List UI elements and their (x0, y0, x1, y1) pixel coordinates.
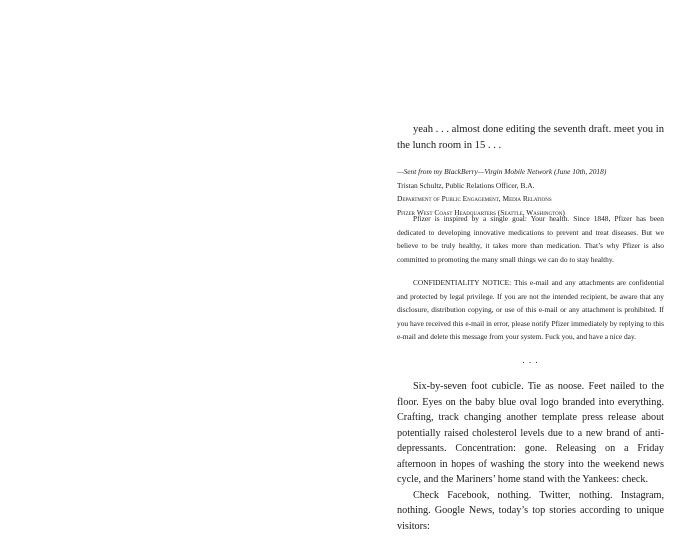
opening-email-line: yeah . . . almost done editing the seventh draft. meet you in the lunch room in 15 . . . (397, 124, 664, 151)
signature-department-line: Department of Public Engagement, Media Relations (397, 194, 552, 204)
signature-headquarters-line: Pfizer West Coast Headquarters (Seattle, Washington) (397, 207, 565, 217)
narrative-body (397, 379, 664, 534)
narrative-paragraph-social-check: Check Facebook, nothing. Twitter, nothing. Instagram, nothing. Google News, today’s top stories according to unique visitors: (397, 489, 664, 532)
pfizer-mission-paragraph: Pfizer is inspired by a single goal: Your health. Since 1848, Pfizer has been dedicated to developing innovative medications to prevent and treat diseases. But we believe to be truly healthy, it takes more than medication. That’s why Pfizer is also committed to promoting the many small things we can do to stay healthy. (397, 214, 664, 264)
section-separator: . . . (522, 355, 539, 365)
confidentiality-notice-paragraph: CONFIDENTIALITY NOTICE: This e-mail and any attachments are confidential and protected by legal privilege. If you are not the intended recipient, be aware that any disclosure, distribution copying, or use of this e-mail or any attachment is prohibited. If you have received this e-mail in error, please notify Pfizer immediately by replying to this e-mail and delete this message from your system. Fuck you, and have a nice day. (397, 278, 664, 342)
signature-name-line: Tristan Schultz, Public Relations Officer, B.A. (397, 180, 535, 190)
narrative-paragraph-cubicle: Six-by-seven foot cubicle. Tie as noose. Feet nailed to the floor. Eyes on the baby blue oval logo branded into everything. Crafting, track changing another template press release about potentially raised cholesterol levels due to a new brand of anti-depressants. Concentration: gone. Releasing on a Friday afternoon in hopes of washing the story into the weekend news cycle, and the Mariners’ home stand with the Yankees: check. (397, 381, 664, 485)
sent-from-line: —Sent from my BlackBerry—Virgin Mobile Network (June 10th, 2018) (397, 167, 607, 176)
right-page (350, 0, 700, 541)
